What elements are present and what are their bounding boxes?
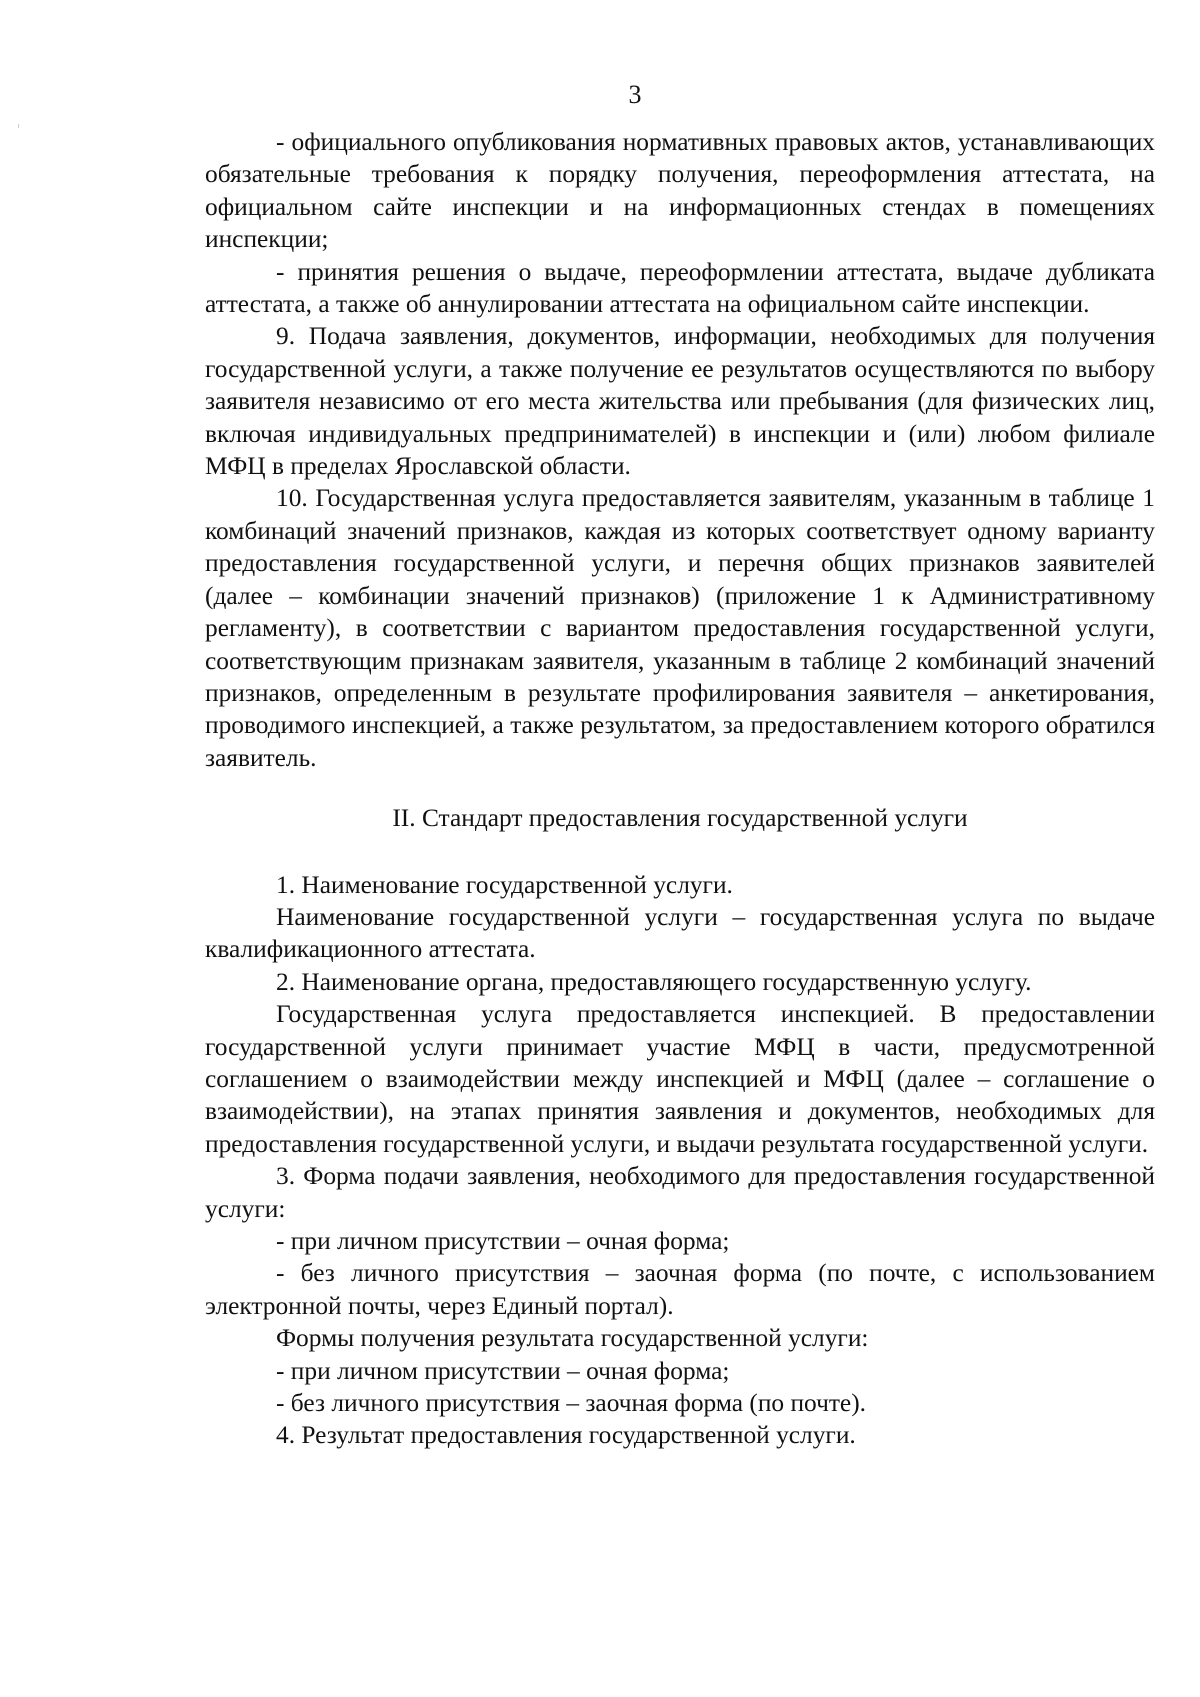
paragraph-s2-title: 2. Наименование органа, предоставляющего государственную услугу. bbox=[276, 967, 1032, 996]
paragraph-s1-body: Наименование государственной услуги – государственная услуга по выдаче квалификационного аттестата. bbox=[205, 902, 1155, 964]
paragraph-s3-title: 3. Форма подачи заявления, необходимого для предоставления государственной услуги: bbox=[205, 1162, 1155, 1223]
paragraph-publication: - официального опубликования нормативных правовых актов, устанавливающих обязательные требования к порядку получения, переоформления аттестата, на официальном сайте инспекции и на информационных стендах в помещениях инспекции; bbox=[205, 128, 1155, 254]
document-body bbox=[205, 126, 1155, 1452]
paragraph-item-9: 9. Подача заявления, документов, информации, необходимых для получения государственной услуги, а также получение ее результатов осуществляются по выбору заявителя независимо от его места жительства или пребывания (для физических лиц, включая индивидуальных предпринимателей) в инспекции и (или) любом филиале МФЦ в пределах Ярославской области. bbox=[205, 322, 1155, 481]
paragraph-s1-title: 1. Наименование государственной услуги. bbox=[276, 870, 733, 899]
list-item-remote: - без личного присутствия – заочная форма (по почте, с использованием электронной почты, через Единый портал). bbox=[205, 1259, 1155, 1320]
list-item-in-person: - при личном присутствии – очная форма; bbox=[276, 1227, 730, 1255]
paragraph-decision: - принятия решения о выдаче, переоформлении аттестата, выдаче дубликата аттестата, а также об аннулировании аттестата на официальном сайте инспекции. bbox=[205, 257, 1155, 319]
paragraph-s2-body: Государственная услуга предоставляется инспекцией. В предоставлении государственной услуги принимает участие МФЦ в части, предусмотренной соглашением о взаимодействии между инспекцией и МФЦ (далее – соглашение о взаимодействии), на этапах принятия заявления и документов, необходимых для предоставления государственной услуги, и выдачи результата государственной услуги. bbox=[205, 1000, 1155, 1158]
page-number: 3 bbox=[628, 80, 642, 109]
scan-artifact bbox=[18, 124, 19, 128]
paragraph-item-10: 10. Государственная услуга предоставляется заявителям, указанным в таблице 1 комбинаций значений признаков, каждая из которых соответствует одному варианту предоставления государственной услуги, и перечня общих признаков заявителей (далее – комбинации значений признаков) (приложение 1 к Административному регламенту), в соответствии с вариантом предоставления государственной услуги, соответствующим признакам заявителя, указанным в таблице 2 комбинаций значений признаков, определенным в результате профилирования заявителя – анкетирования, проводимого инспекцией, а также результатом, за предоставлением которого обратился заявитель. bbox=[205, 484, 1155, 772]
list-item-result-remote: - без личного присутствия – заочная форма (по почте). bbox=[276, 1389, 867, 1418]
list-item-result-in-person: - при личном присутствии – очная форма; bbox=[276, 1356, 730, 1385]
section-heading: II. Стандарт предоставления государственной услуги bbox=[392, 804, 968, 833]
paragraph-result-forms: Формы получения результата государственной услуги: bbox=[276, 1324, 869, 1353]
paragraph-s4-title: 4. Результат предоставления государственной услуги. bbox=[276, 1421, 856, 1450]
